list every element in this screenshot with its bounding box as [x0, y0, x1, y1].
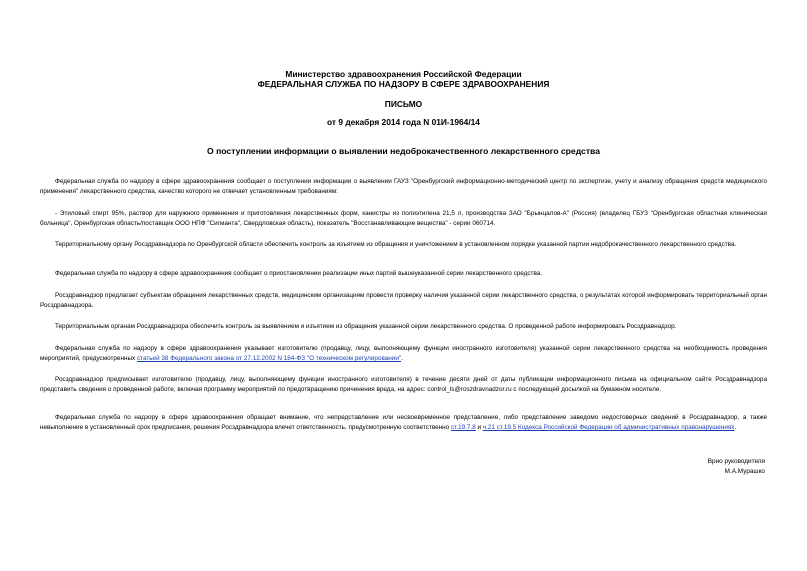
paragraph-7-text-start: Федеральная служба по надзору в сфере здравоохранения указывает изготовителю (продавцу, лицу, выполняющему функции иностранного изготовителя) указанной серии лекарственного средства на необходимость проведения мероприятий, предусмотренных: [40, 345, 767, 363]
paragraph-4-text: Федеральная служба по надзору в сфере здравоохранения сообщает о приостановлении реализации иных партий вышеуказанной серии лекарственного средства.: [55, 270, 543, 277]
document-type: ПИСЬМО: [384, 99, 423, 109]
paragraph-7-text: [40, 344, 767, 365]
paragraph-5-text: Росздравнадзор предлагает субъектам обращения лекарственных средств, медицинским организациям провести проверку наличия указанной серии лекарственного средства, о результатах которой информировать территориальный орган Росздравнадзора.: [40, 292, 767, 310]
document-title: О поступлении информации о выявлении недоброкачественного лекарственного средства: [207, 146, 600, 156]
paragraph-1-text: Федеральная служба по надзору в сфере здравоохранения сообщает о поступлении информации о выявлении ГАУЗ "Оренбургский информационно-методический центр по экспертизе, учету и анализу обращения средств медицинского применения" лекарственного средства, качество которого не отвечает установленным требованиям:: [40, 178, 767, 196]
paragraph-9-text-start: Федеральная служба по надзору в сфере здравоохранения обращает внимание, что непредставление или несвоевременное представление, либо представление заведомо недостоверных сведений в Росздравнадзор, а также невыполнение в установленный срок предписания, решения Росздравнадзора влечет ответственность, предусмотренную соответственно: [40, 414, 767, 432]
paragraph-7-text-end: .: [401, 355, 403, 363]
document-date-number: от 9 декабря 2014 года N 01И-1964/14: [327, 117, 480, 127]
paragraph-9-text-middle: и: [475, 424, 483, 432]
paragraph-3: [40, 240, 767, 250]
paragraph-4: [40, 269, 767, 279]
paragraph-5: [40, 291, 767, 312]
ministry-name: Министерство здравоохранения Российской Федерации: [285, 69, 522, 79]
paragraph-9-text-end: .: [734, 424, 737, 432]
paragraph-8-text: Росздравнадзор предписывает изготовителю (продавцу, лицу, выполняющему функции иностранного изготовителя) в течение десяти дней от даты публикации информационного письма на официальном сайте Росздравнадзора представить сведения о проведенной работе, включая программу мероприятий по предотвращению причинения вреда, на адрес: control_ls@roszdravnadzor.ru с последующей досылкой на бумажном носителе.: [40, 376, 767, 394]
paragraph-8: [40, 375, 767, 396]
service-name: ФЕДЕРАЛЬНАЯ СЛУЖБА ПО НАДЗОРУ В СФЕРЕ ЗДРАВООХРАНЕНИЯ: [257, 79, 550, 89]
article-19-7-8-link[interactable]: ст.19.7.8: [450, 424, 476, 432]
paragraph-2-text: - Этиловый спирт 95%, раствор для наружного применения и приготовления лекарственных форм, канистры из полиэтилена 21,5 л, производства ЗАО "Брынцалов-А" (Россия) (владелец ГБУЗ "Оренбургская областная клиническая больница", Оренбургская область/поставщик ООО НПФ "Сигманта", Свердловская область), показатель "Восстанавливающие вещества" - серии 060714.: [40, 210, 767, 228]
paragraph-6-text: Территориальным органам Росздравнадзора обеспечить контроль за выявлением и изъятием из обращения указанной серии лекарственного средства. О проведенной работе информировать Росздравнадзор.: [55, 323, 677, 330]
koap-article-19-5-link[interactable]: ч.21 ст.19.5 Кодекса Российской Федерации об административных правонарушениях: [482, 424, 735, 432]
law-184-fz-link[interactable]: статьей 38 Федерального закона от 27.12.2002 N 184-ФЗ "О техническом регулировании": [136, 355, 402, 363]
paragraph-9-text: [40, 413, 767, 434]
paragraph-3-text: Территориальному органу Росздравнадзора по Оренбургской области обеспечить контроль за изъятием из обращения и уничтожением в установленном порядке указанной партии недоброкачественного лекарственного средства.: [55, 241, 737, 248]
paragraph-2: [40, 209, 767, 230]
paragraph-7: [40, 344, 767, 365]
paragraph-6: [40, 322, 767, 332]
paragraph-9: [40, 413, 767, 434]
signature-name: М.А.Мурашко: [724, 468, 765, 475]
paragraph-1: [40, 177, 767, 198]
signature-position: Врио руководителя: [707, 458, 765, 465]
